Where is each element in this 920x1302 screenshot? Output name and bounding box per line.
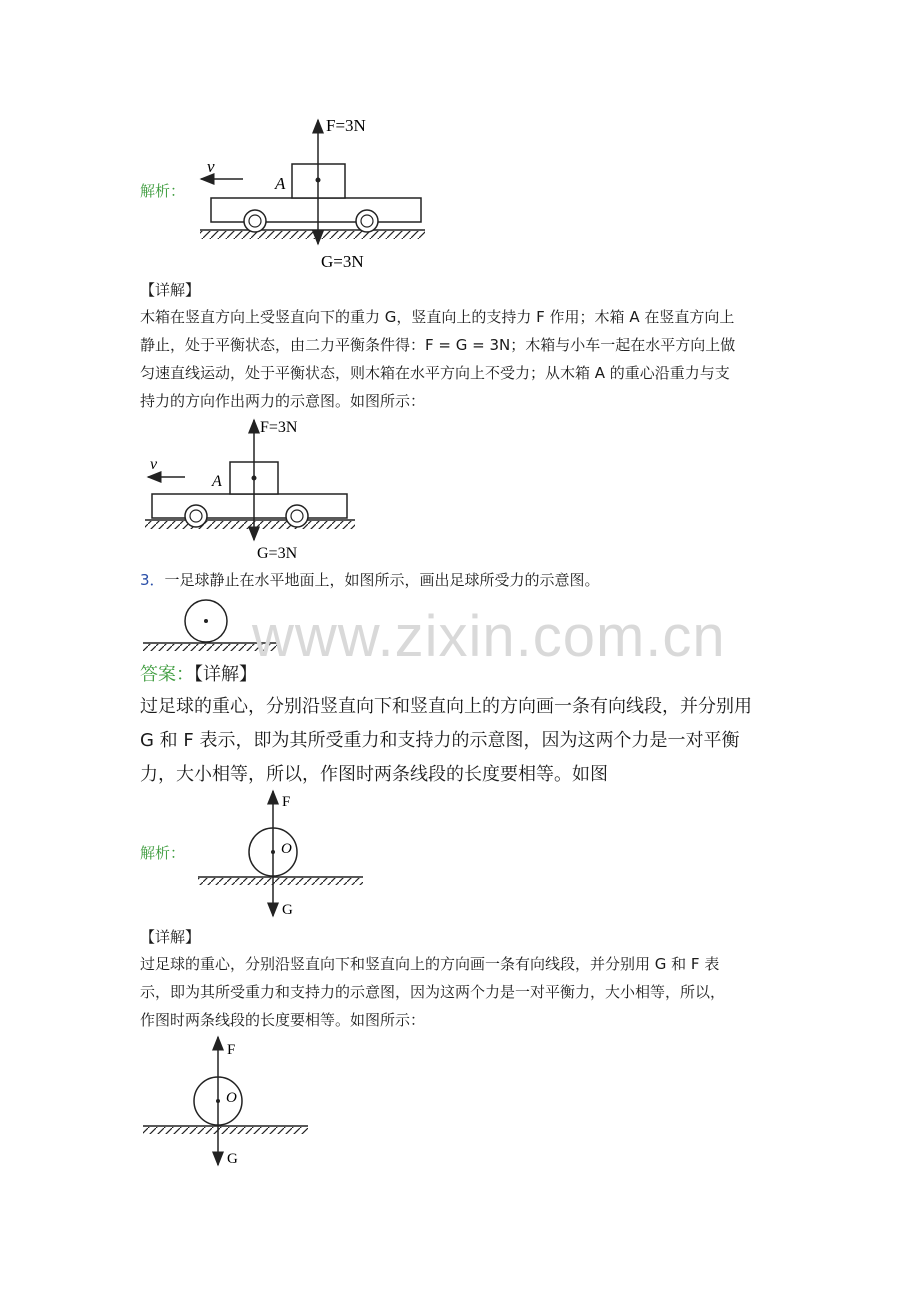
force-down-label: G=3N (257, 545, 298, 562)
ball-force-diagram-2 (140, 1032, 315, 1170)
detail-line: 持力的方向作出两力的示意图。如图所示： (140, 392, 426, 410)
cart-body (211, 198, 421, 222)
force-up-label: F=3N (260, 419, 298, 436)
cart-force-diagram-2 (140, 412, 365, 567)
cart-force-diagram-1 (195, 110, 440, 275)
detail-title-1: 【详解】 (140, 281, 201, 299)
detail-line: 作图时两条线段的长度要相等。如图所示： (140, 1011, 426, 1029)
question-3 (140, 566, 600, 594)
answer-paragraph (140, 690, 800, 792)
force-up-label: F (227, 1042, 236, 1058)
force-down-label: G (227, 1151, 238, 1167)
detail-line: 匀速直线运动，处于平衡状态，则木箱在水平方向上不受力；从木箱 A 的重心沿重力与支 (140, 364, 730, 382)
detail-paragraph-2 (140, 950, 790, 1034)
force-up-label: F (282, 794, 291, 810)
cart-wheel (286, 505, 308, 527)
detail-line: 木箱在竖直方向上受竖直向下的重力 G，竖直向上的支持力 F 作用；木箱 A 在竖直方向上 (140, 308, 735, 326)
answer-heading (140, 658, 257, 692)
answer-line: 过足球的重心，分别沿竖直向下和竖直向上的方向画一条有向线段，并分别用 (140, 696, 752, 717)
velocity-label: v (207, 157, 215, 176)
analysis-label-1: 解析： (140, 182, 186, 200)
box-label: A (275, 174, 286, 193)
cart-wheel (185, 505, 207, 527)
detail-line: 过足球的重心，分别沿竖直向下和竖直向上的方向画一条有向线段，并分别用 G 和 F 表 (140, 955, 720, 973)
ball-force-diagram-1 (195, 786, 370, 921)
cart-body (152, 494, 347, 518)
center-label: O (226, 1090, 237, 1106)
center-label: O (281, 841, 292, 857)
force-down-label: G (282, 902, 293, 918)
answer-detail-title: 【详解】 (194, 664, 257, 685)
answer-label: 答案： (140, 664, 194, 685)
velocity-label: v (150, 456, 158, 473)
detail-line: 示，即为其所受重力和支持力的示意图，因为这两个力是一对平衡力，大小相等，所以， (140, 983, 726, 1001)
answer-line: G 和 F 表示，即为其所受重力和支持力的示意图，因为这两个力是一对平衡 (140, 730, 740, 751)
analysis-label-2: 解析： (140, 844, 186, 862)
cart-wheel (244, 210, 266, 232)
detail-title-2: 【详解】 (140, 928, 201, 946)
force-up-label: F=3N (326, 116, 366, 135)
cart-wheel (356, 210, 378, 232)
force-down-label: G=3N (321, 252, 364, 271)
watermark: www.zixin.com.cn (252, 604, 726, 669)
question-number: 3． (140, 571, 165, 589)
question-text: 一足球静止在水平地面上，如图所示，画出足球所受力的示意图。 (164, 571, 600, 589)
detail-line: 静止，处于平衡状态，由二力平衡条件得：F = G = 3N；木箱与小车一起在水平方向上做 (140, 336, 736, 354)
detail-paragraph-1 (140, 303, 790, 415)
box-label: A (212, 473, 222, 490)
answer-line: 力，大小相等，所以，作图时两条线段的长度要相等。如图 (140, 764, 608, 785)
